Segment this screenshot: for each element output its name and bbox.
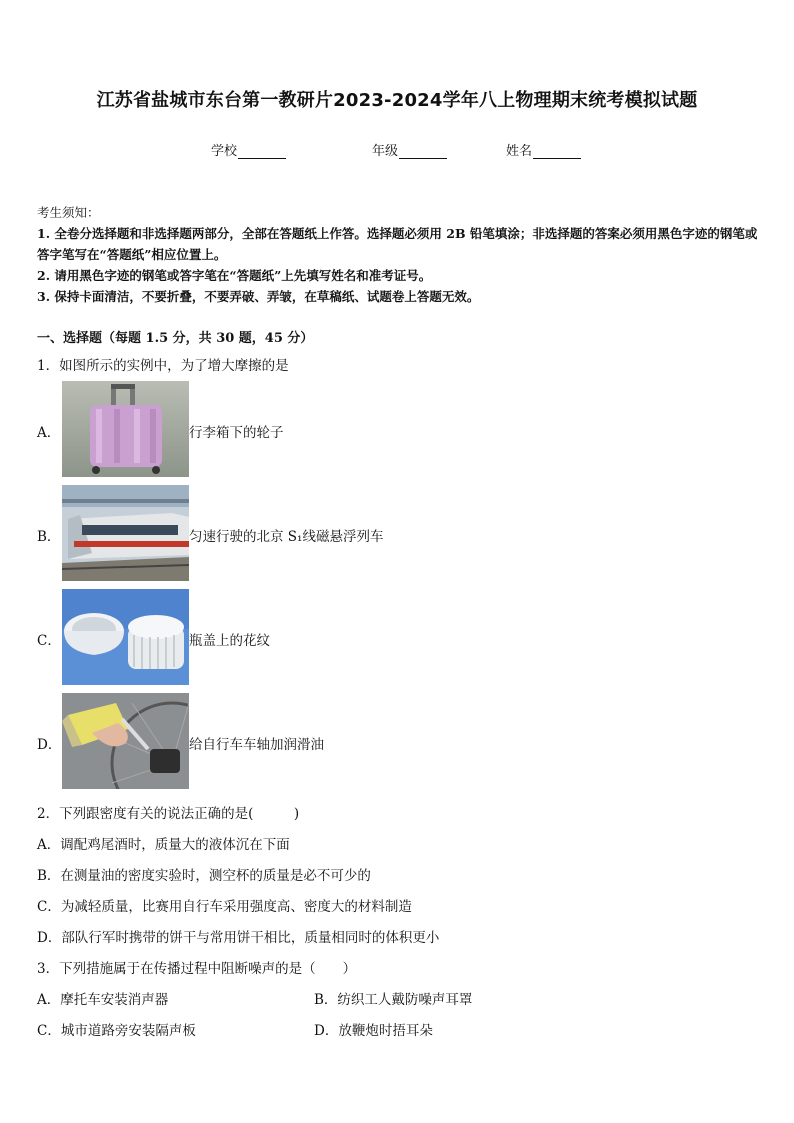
exam-notice: [37, 202, 762, 307]
grade-blank[interactable]: [399, 145, 447, 159]
option-text: 匀速行驶的北京 S₁线磁悬浮列车: [189, 529, 384, 545]
name-label: 姓名: [506, 144, 533, 159]
option-letter: A．: [37, 425, 61, 441]
q2-option-b[interactable]: B．在测量油的密度实验时，测空杯的质量是必不可少的: [37, 868, 371, 884]
notice-item-2: 2. 请用黑色字迹的钢笔或答字笔在“答题纸”上先填写姓名和准考证号。: [37, 268, 432, 283]
q2-stem: 2．下列跟密度有关的说法正确的是( ): [37, 806, 300, 822]
q3-option-a[interactable]: A．摩托车安装消声器: [37, 992, 169, 1008]
q1-stem: 1．如图所示的实例中，为了增大摩擦的是: [37, 358, 289, 374]
school-label: 学校: [211, 144, 238, 159]
exam-title: 江苏省盐城市东台第一教研片2023-2024学年八上物理期末统考模拟试题: [96, 90, 698, 111]
section-heading-choice: 一、选择题（每题 1.5 分，共 30 题，45 分）: [37, 331, 314, 346]
option-text: 行李箱下的轮子: [189, 425, 284, 441]
grade-field[interactable]: [372, 140, 447, 159]
q3-stem: 3．下列措施属于在传播过程中阻断噪声的是（ ）: [37, 961, 357, 977]
q1-option-b[interactable]: [37, 485, 457, 581]
notice-item-1: 1. 全卷分选择题和非选择题两部分，全部在答题纸上作答。选择题必须用 2B 铅笔填涂；非选择题的答案必须用黑色字迹的钢笔或答字笔写在“答题纸”相应位置上。: [37, 226, 758, 262]
name-blank[interactable]: [533, 145, 581, 159]
option-text: 给自行车车轴加润滑油: [189, 737, 324, 753]
option-letter: B．: [37, 529, 61, 545]
q3-option-b[interactable]: B．纺织工人戴防噪声耳罩: [314, 992, 473, 1008]
q3-option-d[interactable]: D．放鞭炮时捂耳朵: [314, 1023, 433, 1039]
suitcase-image: [62, 381, 189, 477]
maglev-train-image: [62, 485, 189, 581]
bicycle-oil-image: [62, 693, 189, 789]
name-field[interactable]: [506, 140, 581, 159]
option-text: 瓶盖上的花纹: [189, 633, 270, 649]
school-blank[interactable]: [238, 145, 286, 159]
q2-option-d[interactable]: D．部队行军时携带的饼干与常用饼干相比，质量相同时的体积更小: [37, 930, 440, 946]
q2-option-a[interactable]: A．调配鸡尾酒时，质量大的液体沉在下面: [37, 837, 290, 853]
option-letter: D．: [37, 737, 62, 753]
q1-option-d[interactable]: [37, 693, 457, 789]
q1-option-c[interactable]: [37, 589, 457, 685]
q1-option-a[interactable]: [37, 381, 457, 477]
bottle-cap-image: [62, 589, 189, 685]
option-letter: C．: [37, 633, 61, 649]
q3-option-c[interactable]: C．城市道路旁安装隔声板: [37, 1023, 196, 1039]
notice-item-3: 3. 保持卡面清洁，不要折叠，不要弄破、弄皱，在草稿纸、试题卷上答题无效。: [37, 289, 480, 304]
notice-heading: 考生须知：: [37, 205, 100, 220]
q2-option-c[interactable]: C．为减轻质量，比赛用自行车采用强度高、密度大的材料制造: [37, 899, 412, 915]
school-field[interactable]: [211, 140, 286, 159]
grade-label: 年级: [372, 144, 399, 159]
student-info-row: [0, 140, 794, 160]
